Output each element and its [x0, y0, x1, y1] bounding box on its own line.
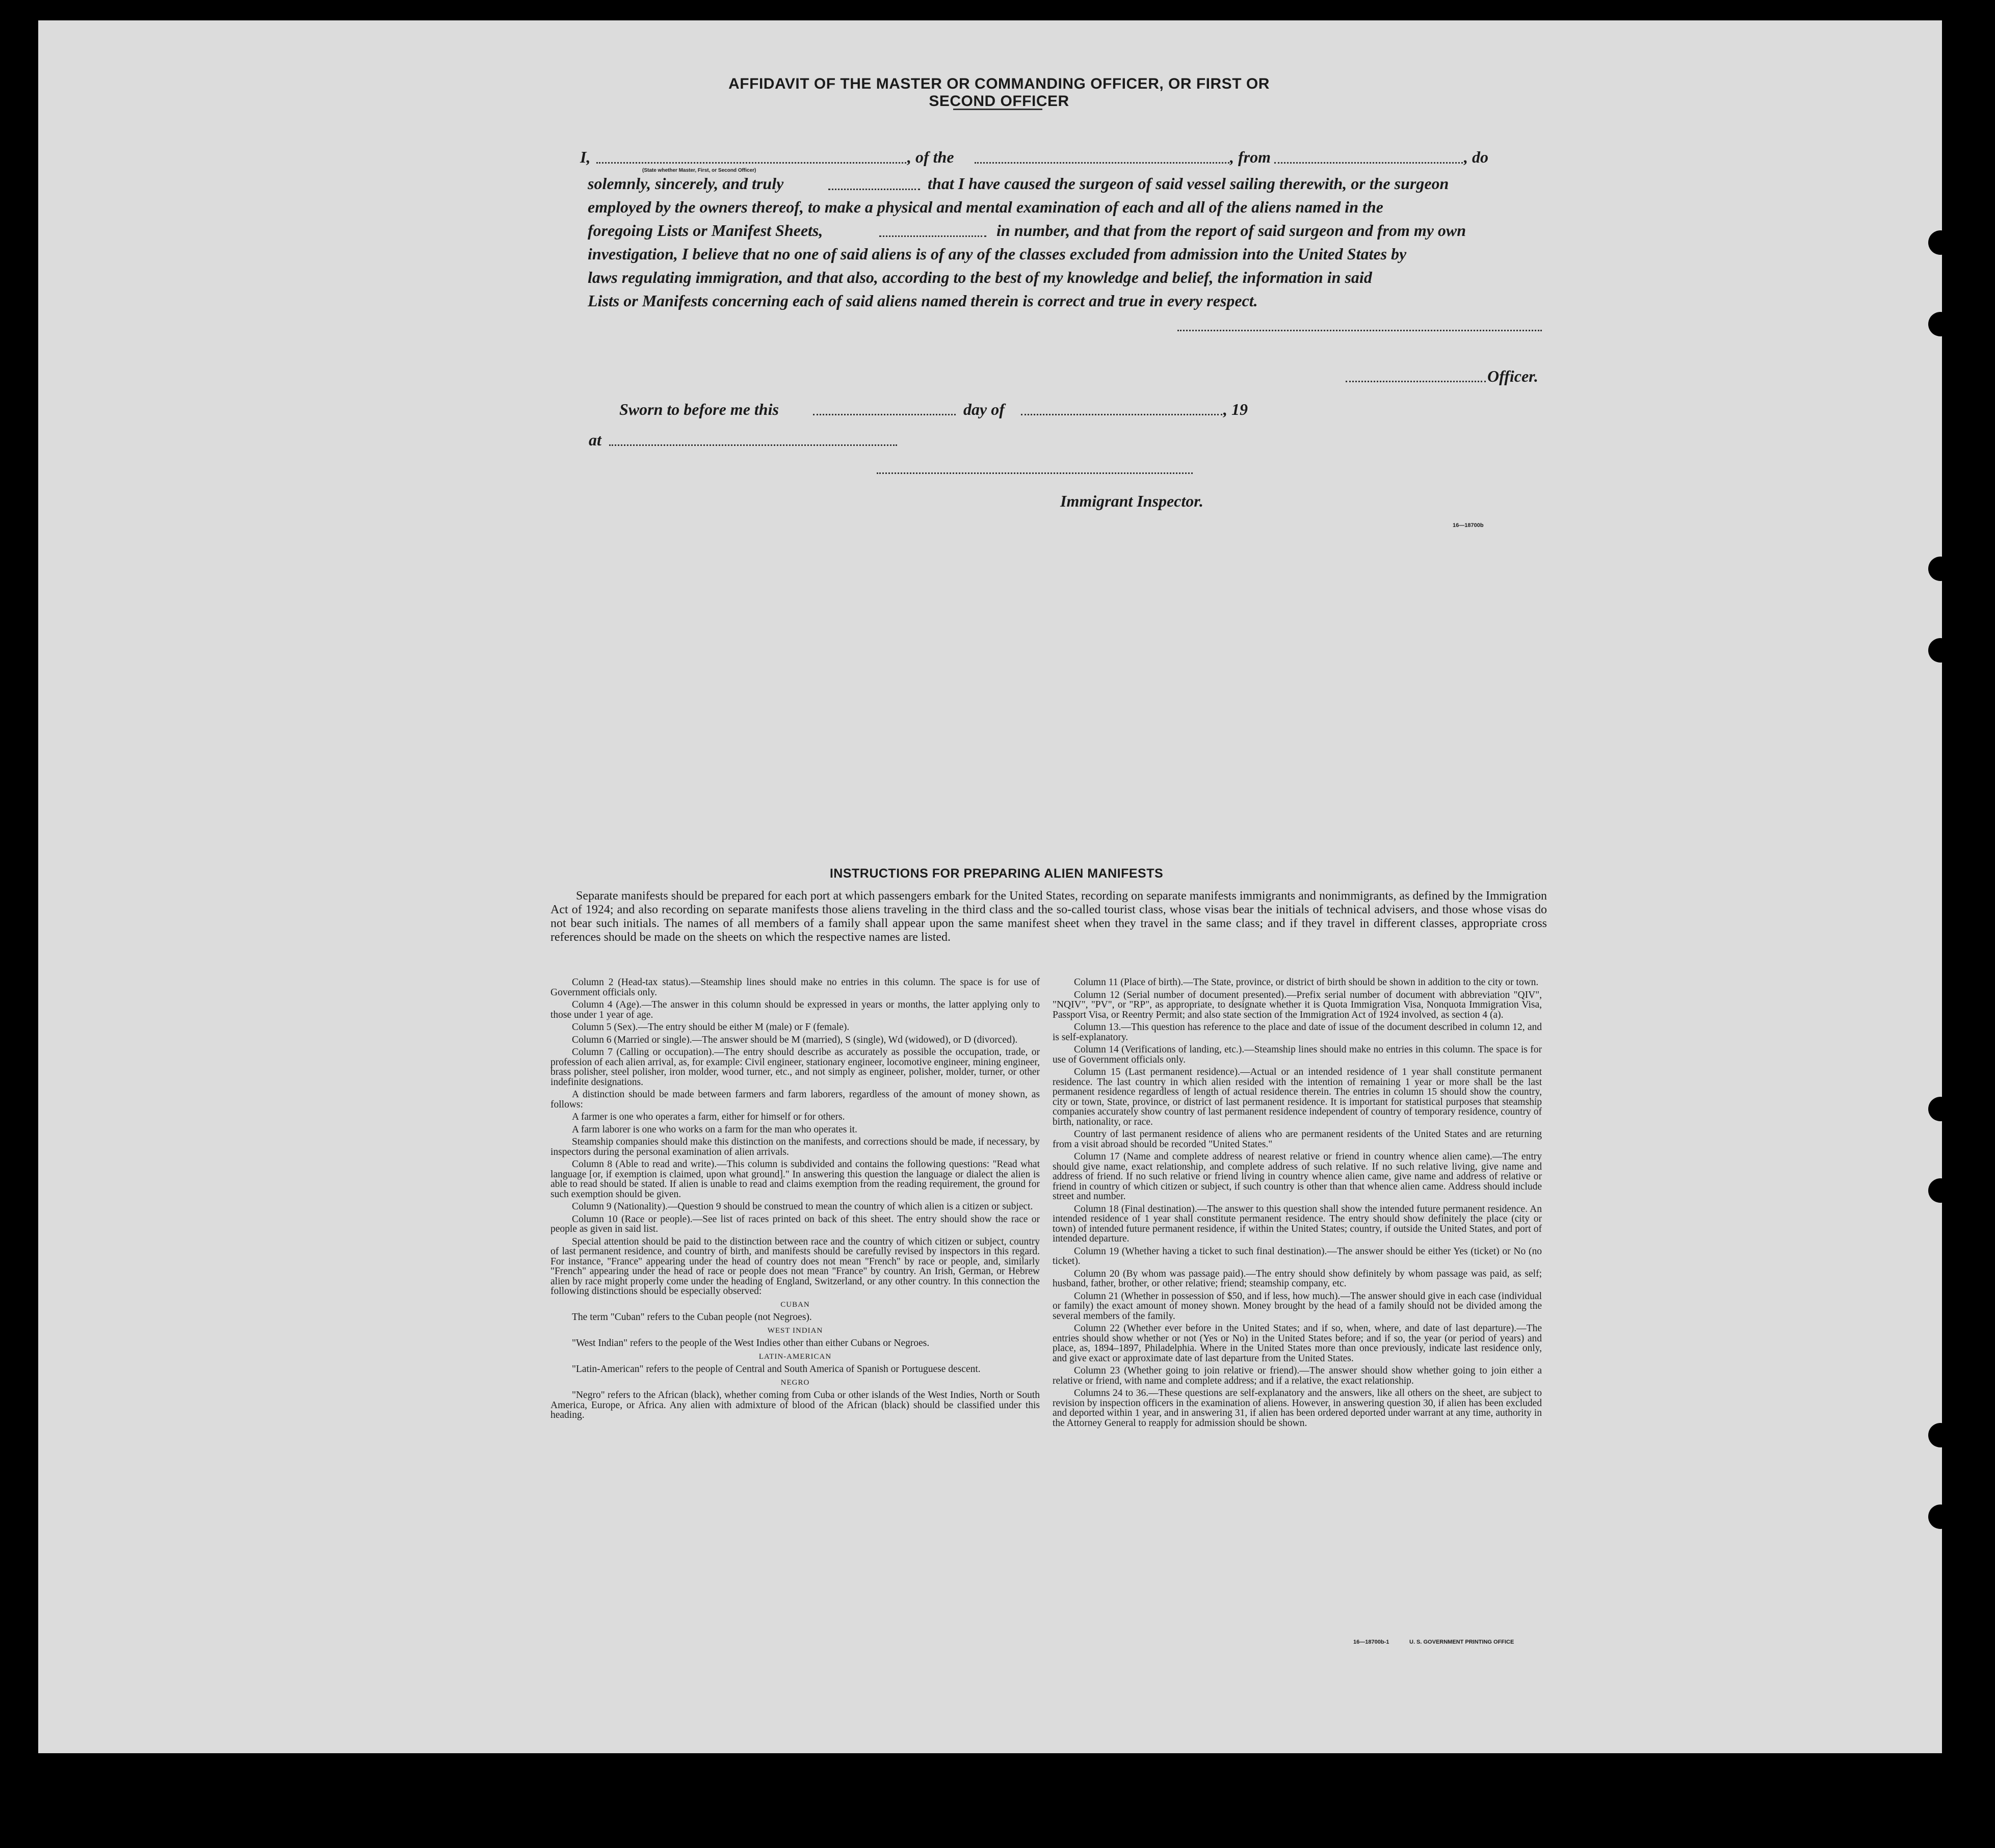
form-number: 16—18700b — [1453, 522, 1484, 529]
instructions-right-column — [1053, 978, 1542, 1431]
officer-signature-field[interactable] — [1346, 381, 1486, 382]
instructions-intro: Separate manifests should be prepared for each port at which passengers embark for the United States, recording on separate manifests immigrants and nonimmigrants, as defined by the Immigration Act of 1924; and also recording on separate manifests those aliens traveling in the third class and the so-called tourist class, whose visas bear the initials of technical advisers, and those whose visas do not bear such initials. The names of all members of a family shall appear upon the same manifest sheet when they travel in the same class; and if they travel in different classes, appropriate cross references should be made on the sheets on which the respective names are listed. — [550, 889, 1547, 944]
latin-american-heading: LATIN-AMERICAN — [758, 1352, 832, 1361]
instruction-paragraph: Column 15 (Last permanent residence).—Actual or an intended residence of 1 year shall constitute permanent residence. The last country in which alien resided with the intention of remaining 1 year or more shall be the last permanent residence regardless of length of actual residence therein. The entries in column 15 should show the country, city or town, State, province, or district of last permanent residence. It is important for statistical purposes that steamship companies accurately show country of last permanent residence independent of country of temporary residence, country of birth, nationality, or race. — [1053, 1067, 1542, 1127]
punch-hole — [1928, 638, 1953, 663]
signature-line[interactable] — [1177, 330, 1542, 331]
punch-hole — [1928, 1504, 1953, 1529]
instruction-paragraph: Column 20 (By whom was passage paid).—The entry should show definitely by whom passage was paid, as self; husband, father, brother, or other relative; friend; steamship company, etc. — [1053, 1268, 1542, 1289]
do-label: , do — [1464, 148, 1488, 166]
negro-heading: NEGRO — [780, 1378, 810, 1387]
punch-hole — [1928, 1097, 1953, 1121]
instruction-paragraph: A farm laborer is one who works on a farm for the man who operates it. — [572, 1124, 857, 1135]
affidavit-line-4b: in number, and that from the report of said surgeon and from my own — [996, 221, 1466, 240]
negro-text: "Negro" refers to the African (black), whether coming from Cuba or other islands of the West Indies, North or South America, Europe, or Africa. Any alien with admixture of blood of the African (black) should be classified under this heading. — [550, 1390, 1040, 1420]
cuban-text: The term "Cuban" refers to the Cuban people (not Negroes). — [572, 1312, 812, 1323]
instruction-paragraph: Column 10 (Race or people).—See list of races printed on back of this sheet. The entry should show the race or people as given in said list. — [550, 1213, 1040, 1234]
instruction-paragraph: Column 18 (Final destination).—The answer to this question shall show the intended future permanent residence. An intended residence of 1 year shall constitute permanent residence. The entry should show definitely the place (city or town) of intended future permanent residence, if within the United States; country, if outside the United States, and port of intended departure. — [1053, 1203, 1542, 1244]
vessel-name-field[interactable] — [975, 162, 1229, 164]
instruction-paragraph: Column 6 (Married or single).—The answer should be M (married), S (single), Wd (widowed), or D (divorced). — [572, 1034, 1018, 1045]
day-of-label: day of — [963, 400, 1005, 418]
punch-hole — [1928, 312, 1953, 336]
sworn-month-field[interactable] — [1021, 414, 1222, 415]
instruction-paragraph: Column 2 (Head-tax status).—Steamship lines should make no entries in this column. The space is for use of Government officials only. — [550, 977, 1040, 998]
west-indian-heading: WEST INDIAN — [767, 1326, 823, 1335]
state-whether-note: (State whether Master, First, or Second Officer) — [642, 168, 756, 173]
solemnly-label: solemnly, sincerely, and truly — [588, 174, 784, 193]
inspector-label: Immigrant Inspector. — [1060, 492, 1203, 510]
instruction-paragraph: Country of last permanent residence of aliens who are permanent residents of the United States and are returning from a visit abroad should be recorded "United States." — [1053, 1129, 1542, 1150]
west-indian-text: "West Indian" refers to the people of the West Indies other than either Cubans or Negroes. — [572, 1338, 930, 1349]
of-the-label: , of the — [907, 148, 954, 166]
affidavit-line-2: that I have caused the surgeon of said vessel sailing therewith, or the surgeon — [928, 174, 1449, 193]
affidavit-line-7: Lists or Manifests concerning each of said aliens named therein is correct and true in every respect. — [588, 292, 1258, 310]
instruction-paragraph: Column 7 (Calling or occupation).—The entry should describe as accurately as possible the occupation, trade, or profession of each alien arrival, as, for example: Civil engineer, stationary engineer, locomotive engineer, mining engineer, brass polisher, steel polisher, iron molder, wood turner, etc., and not simply as engineer, polisher, molder, turner, or other indefinite designations. — [550, 1047, 1040, 1088]
instruction-paragraph: A distinction should be made between farmers and farm laborers, regardless of the amount of money shown, as follows: — [550, 1089, 1040, 1110]
instruction-paragraph: Column 9 (Nationality).—Question 9 should be construed to mean the country of which alien is a citizen or subject. — [572, 1201, 1033, 1212]
sworn-label: Sworn to before me this — [619, 400, 779, 418]
punch-hole — [1928, 230, 1953, 255]
instruction-paragraph: Column 23 (Whether going to join relative or friend).—The answer should show whether going to join either a relative or friend, with name and complete address; and if a relative, the exact relationship. — [1053, 1365, 1542, 1386]
from-port-field[interactable] — [1274, 162, 1463, 164]
title-rule — [953, 109, 1042, 110]
sworn-place-field[interactable] — [609, 444, 897, 446]
instruction-paragraph: Column 8 (Able to read and write).—This column is subdivided and contains the following questions: "Read what language [or, if exemption is claimed, upon what ground]." In answering this question the language or dialect the alien is able to read should be stated. If alien is unable to read and claims exemption from the reading requirement, the ground for such exemption should be given. — [550, 1159, 1040, 1200]
instructions-title: INSTRUCTIONS FOR PREPARING ALIEN MANIFESTS — [829, 866, 1164, 881]
affidavit-line-4a: foregoing Lists or Manifest Sheets, — [588, 221, 823, 240]
inspector-signature-line[interactable] — [877, 472, 1193, 474]
officer-rank-field[interactable] — [596, 162, 906, 164]
instruction-paragraph: Column 12 (Serial number of document presented).—Prefix serial number of document with abbreviation "QIV", "NQIV", "PV", or "RP", as appropriate, to designate whether it is Quota Immigration Visa, Nonquota Immigration Visa, Passport Visa, or Reentry Permit; and also state section of the Immigration Act of 1924 involved, as section 4 (a). — [1053, 989, 1542, 1020]
instruction-paragraph: Special attention should be paid to the distinction between race and the country of which citizen or subject, country of last permanent residence, and country of birth, and manifests should be carefully revised by inspectors in this regard. For instance, "France" appearing under the head of country does not mean "French" by race or people, and, similarly "French" appearing under the head of race or people does not mean "France" by country. An Irish, German, or Hebrew alien by race might properly come under the heading of England, Switzerland, or any other country. In this connection the following distinctions should be especially observed: — [550, 1236, 1040, 1297]
instruction-paragraph: Column 4 (Age).—The answer in this column should be expressed in years or months, the latter applying only to those under 1 year of age. — [550, 999, 1040, 1020]
instruction-paragraph: Column 5 (Sex).—The entry should be either M (male) or F (female). — [572, 1022, 850, 1033]
instruction-paragraph: Columns 24 to 36.—These questions are self-explanatory and the answers, like all others on the sheet, are subject to revision by inspection officers in the examination of aliens. However, in answering question 30, if alien has been excluded and deported within 1 year, and in answering 31, if alien has been ordered deported under warrant at any time, authority in the Attorney General to reapply for admission should be shown. — [1053, 1388, 1542, 1429]
affidavit-i: I, — [580, 148, 591, 166]
punch-hole — [1928, 557, 1953, 581]
instruction-paragraph: Column 19 (Whether having a ticket to such final destination).—The answer should be either Yes (ticket) or No (no ticket). — [1053, 1246, 1542, 1266]
instruction-paragraph: A farmer is one who operates a farm, either for himself or for others. — [572, 1112, 845, 1122]
swear-field[interactable] — [828, 189, 920, 190]
affidavit-line-6: laws regulating immigration, and that also, according to the best of my knowledge and belief, the information in said — [588, 268, 1372, 286]
instruction-paragraph: Column 21 (Whether in possession of $50, and if less, how much).—The answer should give in each case (individual or family) the exact amount of money shown. Money brought by the head of a family should not be divided among the several members of the family. — [1053, 1290, 1542, 1322]
document-page — [38, 20, 1942, 1753]
sheet-count-field[interactable] — [879, 235, 986, 237]
from-label: , from — [1230, 148, 1271, 166]
year-label: , 19 — [1223, 400, 1248, 418]
sworn-day-field[interactable] — [813, 414, 956, 415]
instruction-paragraph: Column 13.—This question has reference to the place and date of issue of the document described in column 12, and is self-explanatory. — [1053, 1022, 1542, 1043]
instruction-paragraph: Steamship companies should make this distinction on the manifests, and corrections should be made, if necessary, by inspectors during the personal examination of alien arrivals. — [550, 1137, 1040, 1157]
affidavit-line-3: employed by the owners thereof, to make a physical and mental examination of each and all of the aliens named in the — [588, 198, 1383, 216]
instruction-paragraph: Column 14 (Verifications of landing, etc.).—Steamship lines should make no entries in this column. The space is for use of Government officials only. — [1053, 1044, 1542, 1065]
officer-label: Officer. — [1487, 367, 1538, 385]
at-label: at — [589, 431, 601, 449]
affidavit-line-5: investigation, I believe that no one of said aliens is of any of the classes excluded from admission into the United States by — [588, 245, 1407, 263]
instruction-paragraph: Column 17 (Name and complete address of nearest relative or friend in country whence alien came).—The entry should give name, exact relationship, and complete address of such relative. If no such relative living, give name and address of friend. If no such relative or friend living in country whence alien came, give name and address of relative or friend in country of which citizen or subject, if such country is other than that whence alien came. Address should include street and number. — [1053, 1151, 1542, 1202]
instruction-paragraph: Column 22 (Whether ever before in the United States; and if so, when, where, and date of last departure).—The entries should show whether or not (Yes or No) in the United States before; and if so, the year (or period of years) and place, as, 1894–1897, Philadelphia. Where in the United States more than once previously, indicate last residence only, and give exact or approximate date of last departure from the United States. — [1053, 1323, 1542, 1364]
punch-hole — [1928, 1423, 1953, 1447]
footer-code: 16—18700b-1 — [1353, 1639, 1389, 1645]
affidavit-title: AFFIDAVIT OF THE MASTER OR COMMANDING OFFICER, OR FIRST OR SECOND OFFICER — [728, 75, 1270, 110]
instructions-left-column — [550, 978, 1040, 1423]
latin-american-text: "Latin-American" refers to the people of Central and South America of Spanish or Portuguese descent. — [572, 1364, 981, 1375]
punch-hole — [1928, 1178, 1953, 1203]
printing-office: U. S. GOVERNMENT PRINTING OFFICE — [1409, 1639, 1514, 1645]
instruction-paragraph: Column 11 (Place of birth).—The State, province, or district of birth should be shown in addition to the city or town. — [1074, 977, 1539, 988]
cuban-heading: CUBAN — [780, 1300, 810, 1309]
